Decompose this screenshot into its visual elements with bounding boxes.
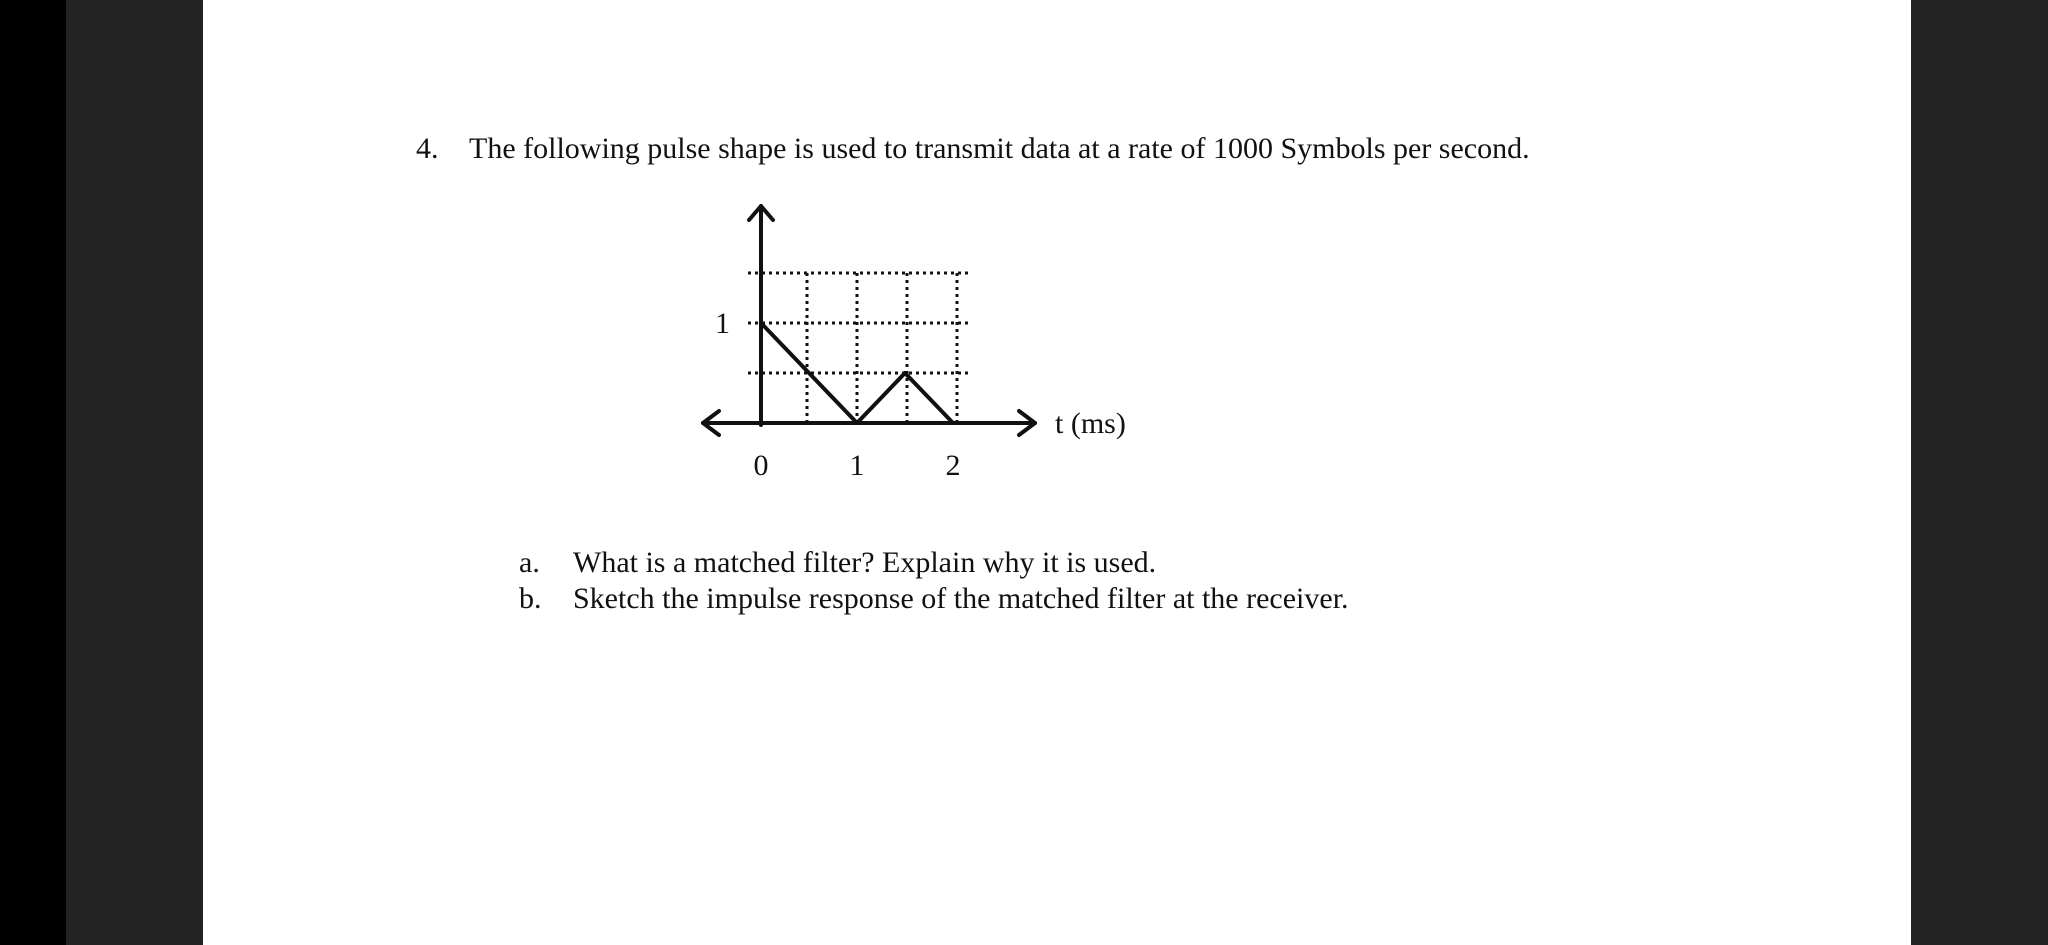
part-b-letter: b. [519, 582, 542, 615]
part-a-text: What is a matched filter? Explain why it is used. [573, 546, 1157, 579]
viewer-left-margin [66, 0, 203, 945]
grid-lines [748, 273, 970, 423]
document-page [203, 0, 1911, 945]
axes [703, 206, 1035, 435]
x-tick-label-2: 2 [945, 449, 961, 482]
question-text: The following pulse shape is used to transmit data at a rate of 1000 Symbols per second. [469, 132, 1530, 165]
part-b-text: Sketch the impulse response of the matched filter at the receiver. [573, 582, 1349, 615]
question-number: 4. [416, 132, 439, 165]
x-tick-label-0: 0 [753, 449, 769, 482]
y-tick-label-1: 1 [715, 307, 730, 340]
x-axis-label: t (ms) [1055, 407, 1126, 440]
x-tick-label-1: 1 [849, 449, 865, 482]
viewer-right-margin [1911, 0, 2048, 945]
part-a-letter: a. [519, 546, 540, 579]
pulse-shape-figure [483, 190, 1183, 490]
